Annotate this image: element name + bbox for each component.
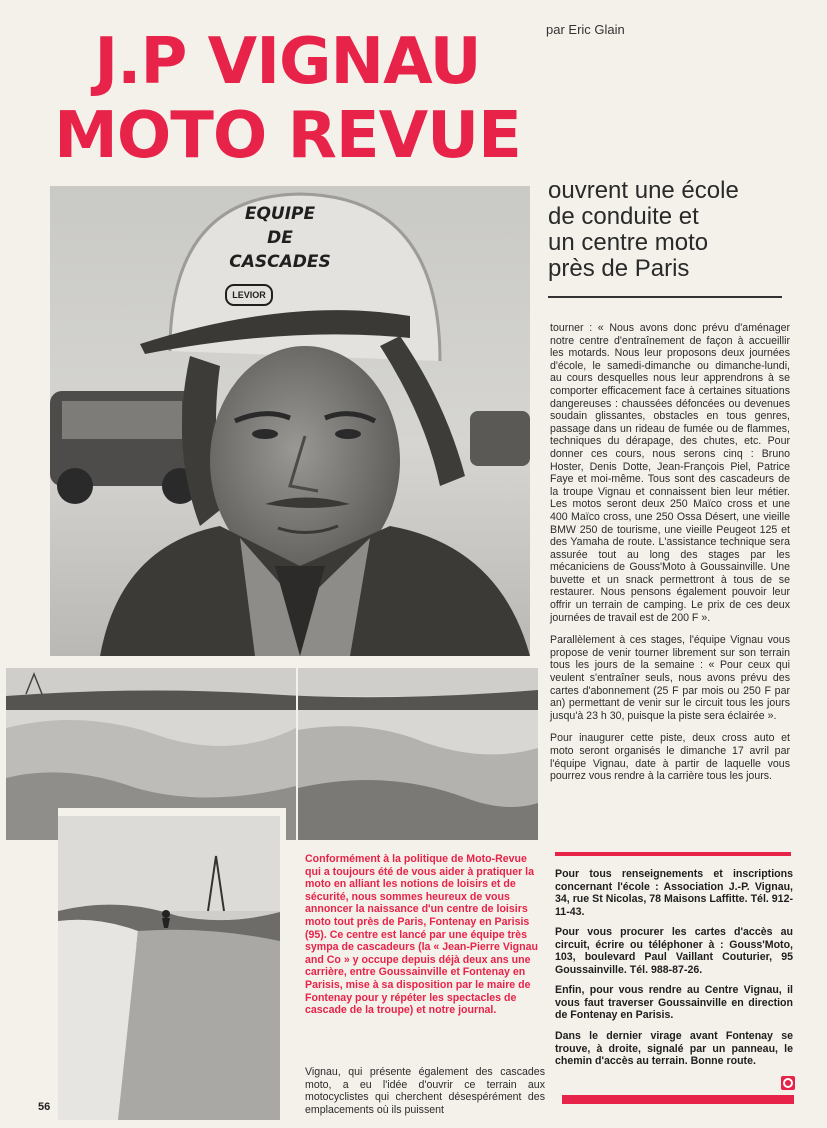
intro-caption: Conformément à la politique de Moto-Revue qui a toujours été de vous aider à pratiquer la moto en alliant les notions de loisirs et de sécurité, nous sommes heureux de vous annoncer la naissance d'un centre de loisirs moto tout près de Paris, Fontenay en Parisis (95). Ce centre est lancé par une équipe très sympa de cascadeurs (la « Jean-Pierre Vignau and Co » y occupe depuis déjà deux ans une carrière, entre Goussainville et Fontenay en Parisis, mise à sa disposition par le maire de Fontenay pour y répéter les spectacles de cascade de la troupe) et notre journal. <box>305 853 538 1017</box>
helmet-text-line: CASCADES <box>229 252 331 272</box>
moto-revue-logo-icon <box>781 1076 795 1090</box>
track-photo <box>58 808 286 1120</box>
subtitle-line: ouvrent une école <box>548 177 739 204</box>
info-registration: Pour tous renseignements et inscriptions concernant l'école : Association J.-P. Vignau, 34, rue St Nicolas, 78 Maisons Laffitte. Tél. 912-11-43. <box>555 868 793 918</box>
article-paragraph: Vignau, qui présente également des cascades moto, a eu l'idée d'ouvrir ce terrain aux motocyclistes qui cherchent désespérément des emplacements où ils puissent <box>305 1066 545 1116</box>
helmet-text-line: EQUIPE <box>244 204 316 224</box>
headline-line-1: J.P VIGNAU <box>94 25 481 99</box>
subtitle-rule <box>548 296 782 298</box>
subtitle-line: un centre moto <box>548 229 709 256</box>
info-directions: Enfin, pour vous rendre au Centre Vignau, il vous faut traverser Goussainville en direction de Fontenay en Parisis. <box>555 984 793 1022</box>
article-paragraph: Pour inaugurer cette piste, deux cross auto et moto seront organisés le dimanche 17 avril par l'équipe Vignau, date à partir de laquelle vous pourrez vous rendre à la carrière tous les jours. <box>550 732 790 783</box>
headline-line-2: MOTO REVUE <box>54 99 521 173</box>
subtitle-line: de conduite et <box>548 203 699 230</box>
portrait-photo <box>50 186 530 656</box>
byline: par Eric Glain <box>546 22 625 37</box>
subtitle-line: près de Paris <box>548 255 690 282</box>
helmet-text-line: DE <box>267 228 293 248</box>
helmet-badge: LEVIOR <box>225 284 273 306</box>
article-column-right <box>550 322 790 793</box>
subtitle <box>548 178 788 282</box>
page-number: 56 <box>38 1101 51 1113</box>
helmet-lettering <box>210 202 350 274</box>
article-column-bottom <box>305 1066 545 1126</box>
article-paragraph: tourner : « Nous avons donc prévu d'aménager notre centre d'entraînement de façon à accueillir les motards. Nous leur proposons deux journées d'école, le samedi-dimanche ou dimanche-lundi, au cours desquelles nous leur apprendrons à se comporter efficacement face à certaines situations dangereuses : chaussées défoncées ou devenues soudain glissantes, obstacles en tous genres, passage dans un rideau de fumée ou de flammes, techniques du dérapage, des chutes, etc. Pour donner ces cours, nous serons cinq : Bruno Hoster, Denis Dotte, Jean-François Piel, Patrice Faye et moi-même. Tous sont des cascadeurs de la troupe Vignau et connaissent bien leur métier. Les motos seront deux 250 Maïco cross et une 400 Maïco cross, une 250 Ossa Désert, une vieille BMW 250 de tourisme, une vieille Peugeot 125 et des Yamaha de route. L'assistance technique sera assurée tout au long des stages par les mécaniciens de Gouss'Moto à Goussainville. Une buvette et un snack permettront à tous de se restaurer. Nous pensons également pouvoir leur offrir un terrain de camping. Le prix de ces deux journées de travail est de 200 F ». <box>550 322 790 624</box>
info-access-road: Dans le dernier virage avant Fontenay se trouve, à droite, signalé par un panneau, le chemin d'accès au terrain. Bonne route. <box>555 1030 793 1068</box>
track-photo-illustration <box>58 816 280 1120</box>
info-box-top-bar <box>555 852 791 856</box>
article-paragraph: Parallèlement à ces stages, l'équipe Vignau vous propose de venir tourner librement sur son terrain tous les jours de la semaine : « Pour ceux qui veulent s'entraîner seuls, nous avons prévu des cartes d'abonnement (25 F par mois ou 250 F par an) permettant de venir sur le circuit tous les jours jusqu'à 23 h 30, puisque la piste sera éclairée ». <box>550 634 790 722</box>
info-box-bottom-bar <box>562 1095 794 1104</box>
info-access-cards: Pour vous procurer les cartes d'accès au circuit, écrire ou téléphoner à : Gouss'Moto, 103, boulevard Paul Vaillant Couturier, 95 Goussainville. Tél. 988-87-26. <box>555 926 793 976</box>
